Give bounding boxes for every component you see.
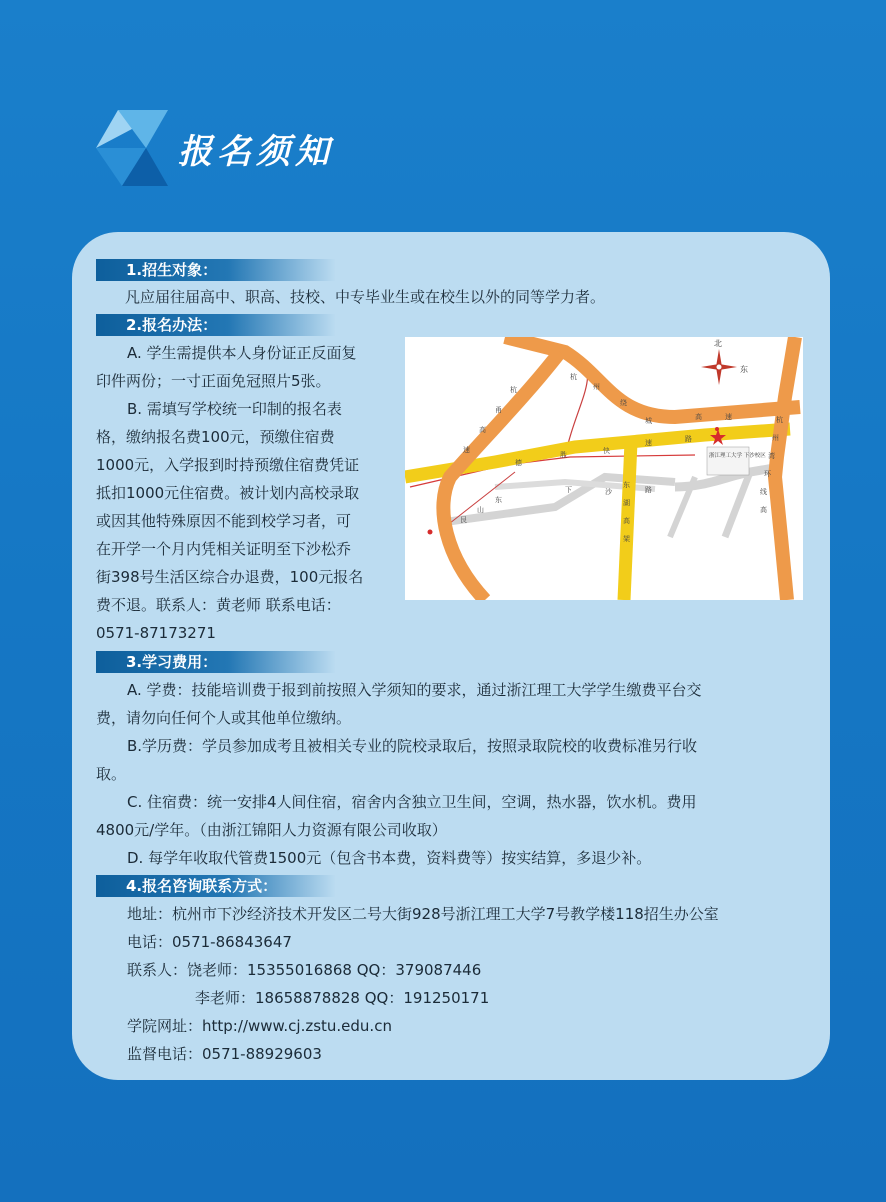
s2-b-line-8: 费不退。联系人：黄老师 联系电话： [96, 596, 341, 614]
road-label: 山 [477, 506, 484, 514]
road-label: 绕 [620, 399, 627, 407]
road-label: 杭 [510, 386, 517, 394]
page-title: 报名须知 [178, 132, 334, 172]
road-label: 湖 [623, 499, 630, 507]
s2-b-line-5: 或因其他特殊原因不能到校学习者，可 [96, 512, 352, 530]
s2-a-line-1: A. 学生需提供本人身份证正反面复 [127, 344, 357, 362]
contact-phone: 电话：0571-86843647 [127, 933, 292, 951]
s3-b-line-2: 取。 [96, 765, 127, 783]
location-dot-icon [715, 427, 719, 431]
s2-b-line-2: 格，缴纳报名费100元，预缴住宿费 [96, 428, 335, 446]
s2-b-line-6: 在开学一个月内凭相关证明至下沙松乔 [96, 540, 352, 558]
campus-label: 浙江理工大学 下沙校区 [709, 453, 766, 459]
road-label: 环 [764, 470, 771, 478]
road-label: 甬 [495, 406, 502, 414]
location-map [405, 337, 803, 600]
college-website[interactable]: 学院网址：http://www.cj.zstu.edu.cn [127, 1017, 392, 1035]
s2-b-line-7: 街398号生活区综合办退费，100元报名 [96, 568, 364, 586]
road-label: 线 [760, 488, 767, 496]
road-label: 速 [645, 439, 652, 447]
road-label: 艮 [460, 516, 467, 524]
section-1-title: 1.招生对象： [96, 259, 336, 281]
road-label: 高 [479, 426, 486, 434]
road-label: 沙 [605, 488, 612, 496]
road-label: 快 [603, 447, 610, 455]
road-label: 路 [645, 486, 652, 494]
contact-person-1: 联系人：饶老师：15355016868 QQ：379087446 [127, 961, 482, 979]
road-label: 架 [623, 535, 630, 543]
road-label: 城 [645, 417, 652, 425]
road-label: 东 [623, 481, 630, 489]
road-label: 州 [593, 383, 600, 391]
road-label: 湾 [768, 452, 775, 460]
s3-a-line-1: A. 学费：技能培训费于报到前按照入学须知的要求，通过浙江理工大学学生缴费平台交 [127, 681, 702, 699]
s2-b-line-4: 抵扣1000元住宿费。被计划内高校录取 [96, 484, 360, 502]
s2-b-line-3: 1000元，入学报到时持预缴住宿费凭证 [96, 456, 360, 474]
s3-b-line-1: B.学历费：学员参加成考且被相关专业的院校录取后，按照录取院校的收费标准另行收 [127, 737, 698, 755]
s3-c-line-2: 4800元/学年。（由浙江锦阳人力资源有限公司收取） [96, 821, 447, 839]
road-label: 德 [515, 459, 522, 467]
road-label: 高 [623, 517, 630, 525]
triangle-logo-icon [96, 110, 168, 186]
road-label: 杭 [776, 416, 783, 424]
s2-b-line-1: B. 需填写学校统一印制的报名表 [127, 400, 342, 418]
contact-address: 地址：杭州市下沙经济技术开发区二号大街928号浙江理工大学7号教学楼118招生办公室 [127, 905, 719, 923]
location-dot-icon [428, 530, 433, 535]
road-label: 高 [695, 413, 702, 421]
s3-a-line-2: 费，请勿向任何个人或其他单位缴纳。 [96, 709, 352, 727]
supervision-phone: 监督电话：0571-88929603 [127, 1045, 322, 1063]
s3-d-line: D. 每学年收取代管费1500元（包含书本费，资料费等）按实结算，多退少补。 [127, 849, 652, 867]
road-label: 速 [463, 446, 470, 454]
s2-b-line-9: 0571-87173271 [96, 624, 216, 642]
section-3-title: 3.学习费用： [96, 651, 336, 673]
road-label: 胜 [560, 451, 567, 459]
compass-east-label: 东 [740, 365, 748, 374]
road-label: 州 [772, 434, 779, 442]
section-2-title: 2.报名办法： [96, 314, 336, 336]
road-label: 路 [685, 435, 692, 443]
s3-c-line-1: C. 住宿费：统一安排4人间住宿，宿舍内含独立卫生间，空调，热水器，饮水机。费用 [127, 793, 697, 811]
road-label: 速 [725, 413, 732, 421]
road-label: 下 [565, 486, 572, 494]
section-4-title: 4.报名咨询联系方式： [96, 875, 336, 897]
section-1-text: 凡应届往届高中、职高、技校、中专毕业生或在校生以外的同等学力者。 [125, 288, 606, 306]
contact-person-2: 李老师：18658878828 QQ：191250171 [195, 989, 490, 1007]
road-label: 东 [495, 496, 502, 504]
road-label: 杭 [570, 373, 577, 381]
s2-a-line-2: 印件两份；一寸正面免冠照片5张。 [96, 372, 331, 390]
road-label: 高 [760, 506, 767, 514]
compass-north-label: 北 [714, 339, 722, 348]
